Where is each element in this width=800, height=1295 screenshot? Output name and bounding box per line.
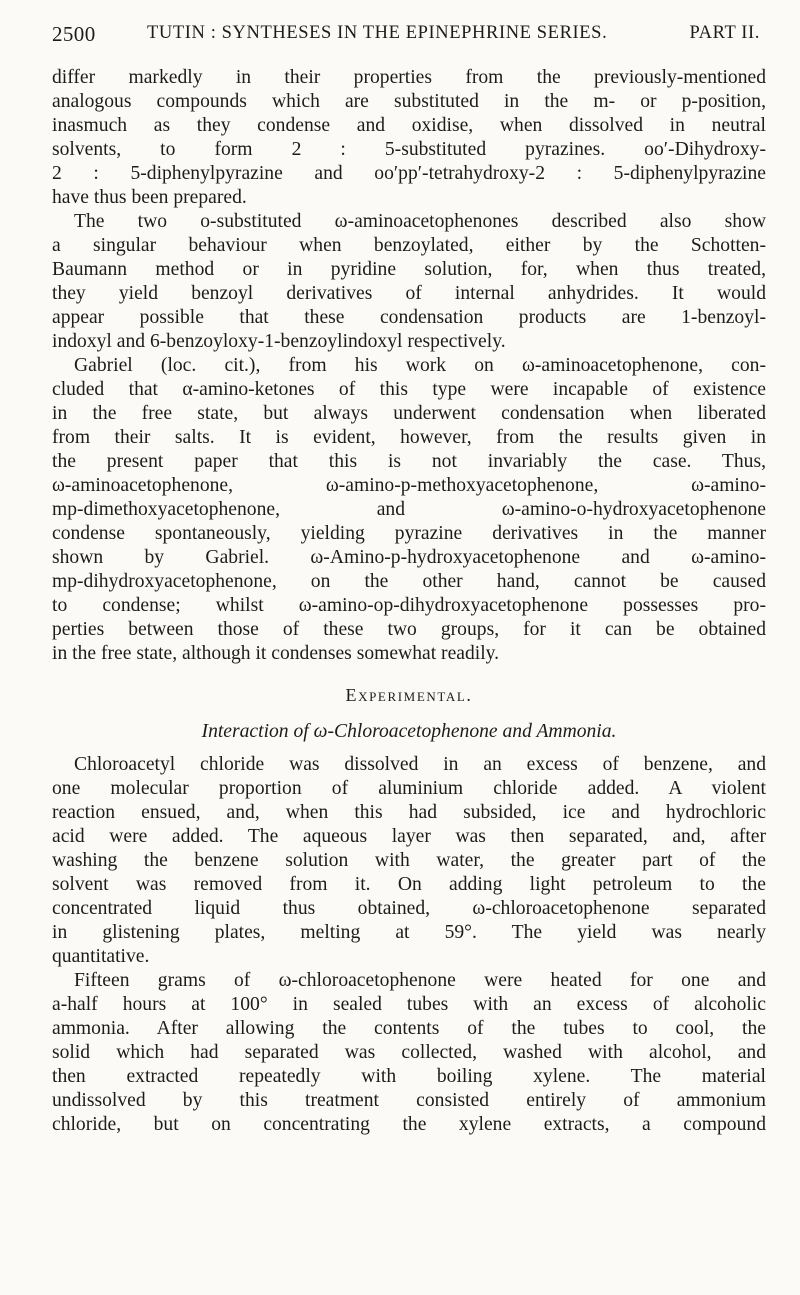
- text-line: ammonia. After allowing the contents of the tubes to cool, the: [52, 1018, 766, 1039]
- subsection-heading: Interaction of ω-Chloroacetophenone and Ammonia.: [201, 721, 617, 742]
- text-line: perties between those of these two groups, for it can be obtained: [52, 619, 766, 640]
- text-line: appear possible that these condensation products are 1-benzoyl-: [52, 307, 766, 328]
- spacer: [52, 666, 766, 683]
- text-line: the present paper that this is not invariably the case. Thus,: [52, 451, 766, 472]
- text-line: solid which had separated was collected, washed with alcohol, and: [52, 1042, 766, 1063]
- text-line: ω-aminoacetophenone, ω-amino-p-methoxyacetophenone, ω-amino-: [52, 475, 766, 496]
- spacer: [52, 707, 766, 720]
- text-line: differ markedly in their properties from the previously-mentioned: [52, 67, 766, 88]
- text-line: a singular behaviour when benzoylated, either by the Schotten-: [52, 235, 766, 256]
- text-line: cluded that α-amino-ketones of this type were incapable of existence: [52, 379, 766, 400]
- text-line: inasmuch as they condense and oxidise, when dissolved in neutral: [52, 115, 766, 136]
- part-label: PART II.: [689, 23, 760, 43]
- text-line: Gabriel (loc. cit.), from his work on ω-aminoacetophenone, con-: [74, 355, 766, 376]
- text-line: concentrated liquid thus obtained, ω-chloroacetophenone separated: [52, 898, 766, 919]
- running-title: TUTIN : SYNTHESES IN THE EPINEPHRINE SERIES.: [147, 23, 608, 43]
- text-line: solvents, to form 2 : 5-substituted pyrazines. oo′-Dihydroxy-: [52, 139, 766, 160]
- text-line: washing the benzene solution with water, the greater part of the: [52, 850, 766, 871]
- text-line: in glistening plates, melting at 59°. The yield was nearly: [52, 922, 766, 943]
- text-line: one molecular proportion of aluminium chloride added. A violent: [52, 778, 766, 799]
- spacer: [52, 744, 766, 753]
- section-heading: Experimental.: [345, 685, 473, 705]
- text-line: indoxyl and 6-benzoyloxy-1-benzoylindoxyl respectively.: [52, 331, 506, 352]
- text-line: The two o-substituted ω-aminoacetophenones described also show: [74, 211, 766, 232]
- text-line: reaction ensued, and, when this had subsided, ice and hydrochloric: [52, 802, 766, 823]
- paragraph: [52, 354, 766, 666]
- body-text: [52, 66, 766, 1137]
- text-line: condense spontaneously, yielding pyrazine derivatives in the manner: [52, 523, 766, 544]
- text-line: Chloroacetyl chloride was dissolved in an excess of benzene, and: [74, 754, 766, 775]
- text-line: they yield benzoyl derivatives of internal anhydrides. It would: [52, 283, 766, 304]
- paragraph: [52, 753, 766, 969]
- text-line: then extracted repeatedly with boiling xylene. The material: [52, 1066, 766, 1087]
- paragraph: [52, 210, 766, 354]
- text-line: from their salts. It is evident, however, from the results given in: [52, 427, 766, 448]
- running-head: [52, 22, 760, 48]
- text-line: mp-dimethoxyacetophenone, and ω-amino-o-hydroxyacetophenone: [52, 499, 766, 520]
- paragraph: [52, 969, 766, 1137]
- page-number: 2500: [52, 22, 96, 46]
- text-line: have thus been prepared.: [52, 187, 247, 208]
- text-line: quantitative.: [52, 946, 150, 967]
- paragraph: [52, 66, 766, 210]
- text-line: Fifteen grams of ω-chloroacetophenone were heated for one and: [74, 970, 766, 991]
- text-line: acid were added. The aqueous layer was then separated, and, after: [52, 826, 766, 847]
- text-line: to condense; whilst ω-amino-op-dihydroxyacetophenone possesses pro-: [52, 595, 766, 616]
- text-line: in the free state, although it condenses somewhat readily.: [52, 643, 500, 664]
- text-line: analogous compounds which are substituted in the m- or p-position,: [52, 91, 766, 112]
- text-line: a-half hours at 100° in sealed tubes with an excess of alcoholic: [52, 994, 766, 1015]
- text-line: 2 : 5-diphenylpyrazine and oo′pp′-tetrahydroxy-2 : 5-diphenylpyrazine: [52, 163, 766, 184]
- text-line: in the free state, but always underwent condensation when liberated: [52, 403, 766, 424]
- text-line: chloride, but on concentrating the xylene extracts, a compound: [52, 1114, 766, 1135]
- text-line: undissolved by this treatment consisted entirely of ammonium: [52, 1090, 766, 1111]
- text-line: mp-dihydroxyacetophenone, on the other hand, cannot be caused: [52, 571, 766, 592]
- text-line: solvent was removed from it. On adding light petroleum to the: [52, 874, 766, 895]
- text-line: Baumann method or in pyridine solution, for, when thus treated,: [52, 259, 766, 280]
- text-line: shown by Gabriel. ω-Amino-p-hydroxyacetophenone and ω-amino-: [52, 547, 766, 568]
